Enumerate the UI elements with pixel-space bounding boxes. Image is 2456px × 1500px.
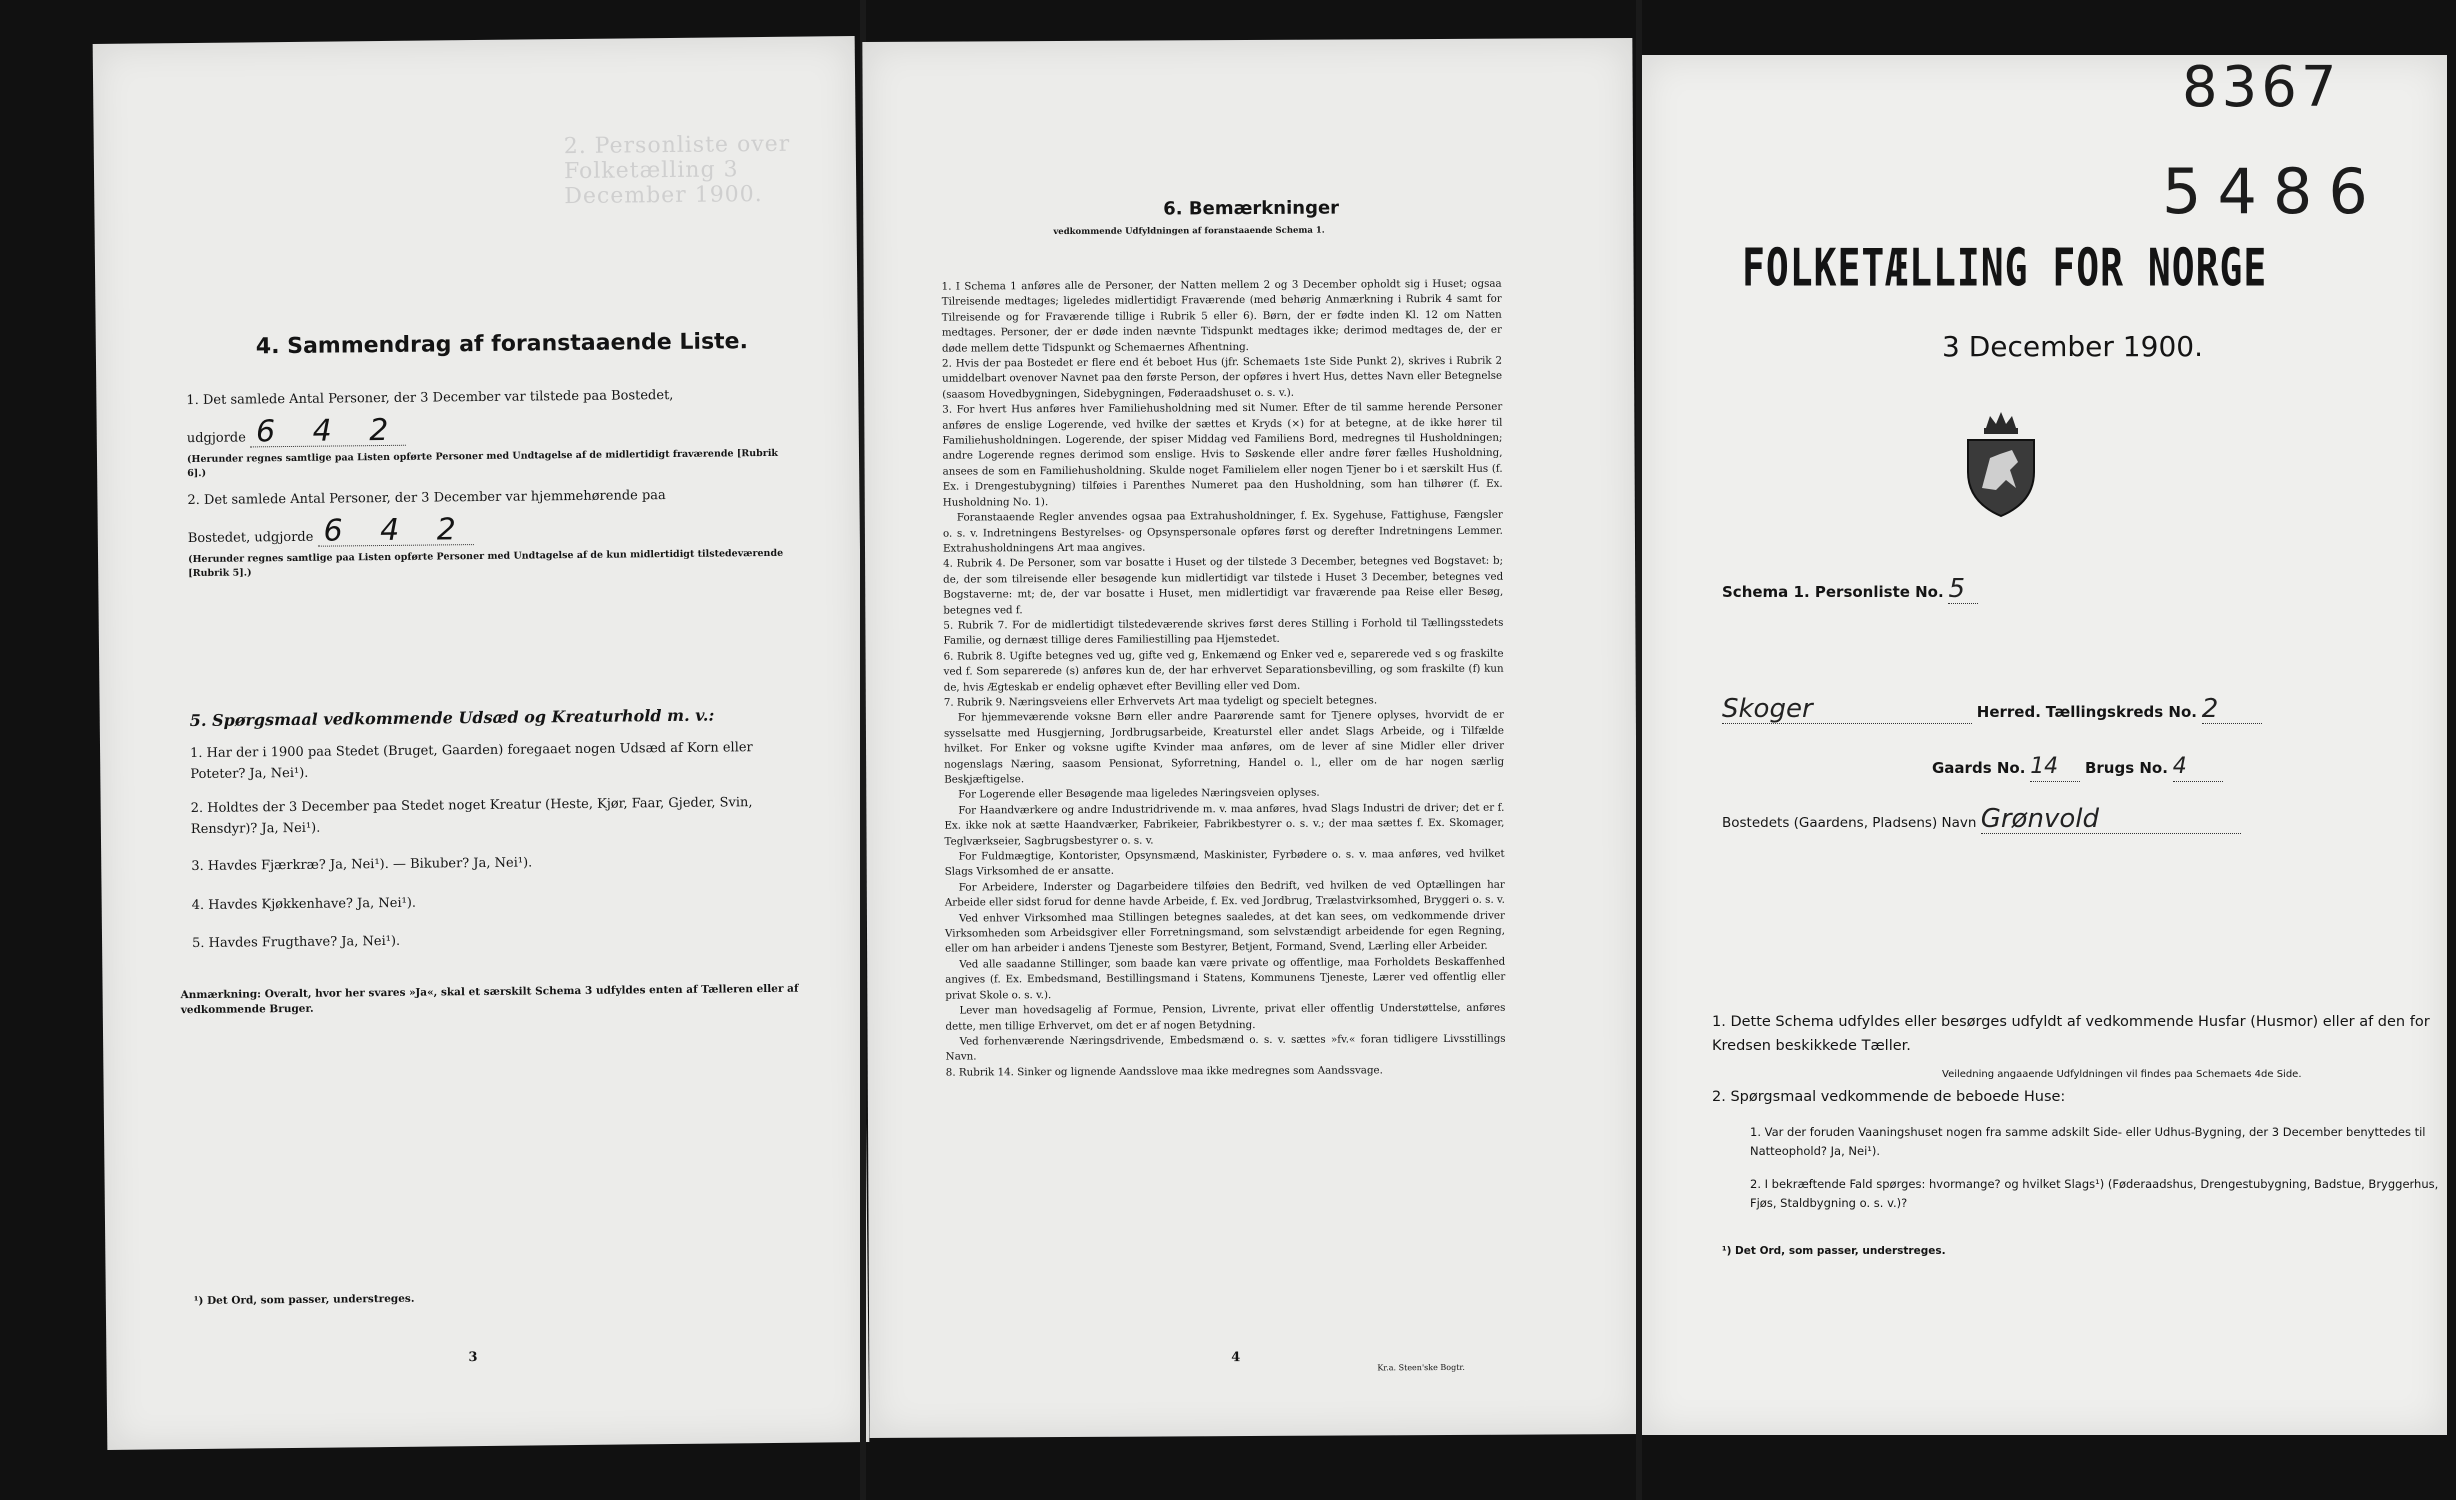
question-2: 2. Holdtes der 3 December paa Stedet noget Kreatur (Heste, Kjør, Faar, Gjeder, Svin, Rensdyr)? Ja, Nei¹). <box>190 795 753 838</box>
remark-paragraph: For Logerende eller Besøgende maa ligeledes Næringsveien oplyses. <box>958 787 1320 801</box>
question-4: 4. Havdes Kjøkkenhave? Ja, Nei¹). <box>191 895 417 914</box>
kreds-label: Tællingskreds No. <box>2045 703 2197 721</box>
remark-paragraph: 7. Rubrik 9. Næringsveiens eller Erhvervets Art maa tydeligt og specielt betegnes. <box>943 694 1378 709</box>
remark-paragraph: For hjemmeværende voksne Børn eller andre Paarørende samt for Tjenere oplyses, hvorvidt de er sysselsatte med Husgjerning, Jordbrugsarbeide, Kreaturstel eller andet Slags Arbeide, og i Tilfælde hvilket. For Enker og voksne ugifte Kvinder maa anføres, om de lever af sine Midler eller driver nogenslags Næring, saasom Pensionat, Syforretning, Handel o. l., eller om de har nogen særlig Beskjæftigelse. <box>943 709 1505 786</box>
herred-value: Skoger <box>1722 695 1972 724</box>
kreds-value: 2 <box>2202 695 2262 724</box>
remark-paragraph: For Haandværkere og andre Industridrivende m. v. maa anføres, hvad Slags Industri de driver; det er f. Ex. ikke nok at sætte Haandværker, Fabrikeier, Fabrikbestyrer o. s. v.; der maa sættes f. Ex. Skomager, Teglværkseier, Sagbrugsbestyrer o. s. v. <box>944 801 1505 848</box>
herred-label: Herred. <box>1976 703 2041 721</box>
summary-item-1-value: 6 4 2 <box>250 417 406 448</box>
remark-paragraph: 3. For hvert Hus anføres hver Familiehusholdning med sit Numer. Efter de til samme herende Personer anføres de enslige Logerende, ved hvilke der sættes et Kryds (×) for at betegne, at de ikke hører til Familiehusholdningen. Logerende, der spiser Middag ved Familiens Bord, medregnes til Husholdningen; andre Logerende regnes derimod som enslige. Hvis to Søskende eller andre fører fælles Husholdning, ansees de som en Familiehusholdning. Skulde noget Familielem eller nogen Tjener bo i et særskilt Hus (f. Ex. i Drengestubygning) tilføies i Parenthes Numeret paa den Husholdning, som han tilhører (f. Ex. Husholdning No. 1). <box>942 400 1503 509</box>
remark-paragraph: 1. I Schema 1 anføres alle de Personer, der Natten mellem 2 og 3 December opholdt sig i Huset; ogsaa Tilreisende medtages; ligeledes midlertidigt Fraværende (med behørig Anmærkning i Rubrik 4 samt for Tilreisende og for Fraværende tillige i Rubrik 5 eller 6). Børn, der er fødte inden Kl. 12 om Natten medtages. Personer, der er døde inden nævnte Tidspunkt medtages ikke; derimod medtages de, der er døde mellem dette Tidspunkt og Schemaernes Afhentning. <box>941 277 1502 355</box>
house-question-2: 2. I bekræftende Fald spørges: hvormange? og hvilket Slags¹) (Føderaadshus, Drengestubygning, Badstue, Bryggerhus, Fjøs, Staldbygning o. s. v.)? <box>1750 1177 2439 1210</box>
page-number: 4 <box>1231 1350 1241 1366</box>
summary-item-1 <box>186 385 787 481</box>
instruction-2: 2. Spørgsmaal vedkommende de beboede Huse: <box>1712 1089 2066 1105</box>
census-date: 3 December 1900. <box>1942 330 2203 363</box>
instruction-1-sub: Veiledning angaaende Udfyldningen vil findes paa Schemaets 4de Side. <box>1942 1069 2302 1080</box>
bosted-value: Grønvold <box>1981 805 2241 834</box>
archive-number-2: 5486 <box>2162 155 2384 228</box>
schema-line <box>1722 575 2422 606</box>
middle-page <box>862 38 1639 1438</box>
remark-paragraph: Lever man hovedsagelig af Formue, Pension, Livrente, privat eller offentlig Understøttelse, anføres dette, men tillige Erhvervet, om det er af nogen Betydning. <box>945 1001 1506 1033</box>
remark-note: Anmærkning: Overalt, hvor her svares »Ja«, skal et særskilt Schema 3 udfyldes enten af Tælleren eller af vedkommende Bruger. <box>180 982 799 1017</box>
section4-title: 4. Sammendrag af foranstaaende Liste. <box>255 329 749 360</box>
remark-paragraph: For Arbeidere, Inderster og Dagarbeidere tilføies den Bedrift, ved hvilken de ved Optællingen har Arbeide eller sidst forud for denne havde Arbeide, f. Ex. ved Jordbrug, Trælastvirksomhed, Bryggeri o. s. v. <box>944 878 1505 909</box>
right-page <box>1642 55 2447 1435</box>
printer-mark: Kr.a. Steen'ske Bogtr. <box>1377 1362 1465 1373</box>
left-page <box>93 36 870 1450</box>
remark-paragraph: 4. Rubrik 4. De Personer, som var bosatte i Huset og der tilstede 3 December, betegnes ved Bogstavet: b; de, der som tilreisende eller besøgende kun midlertidigt var tilstede i Huset 3 December, betegnes ved Bogstaverne: mt; de, der var bosatte i Huset, men midlertidigt var fraværende paa Reise eller Besøg, betegnes ved f. <box>943 554 1504 617</box>
summary-item-2 <box>187 485 788 581</box>
bosted-line <box>1722 805 2422 837</box>
summary-item-2-note: (Herunder regnes samtlige paa Listen opførte Personer med Undtagelse af de kun midlertidigt tilstedeværende [Rubrik 5].) <box>188 547 784 580</box>
bosted-label: Bostedets (Gaardens, Pladsens) Navn <box>1722 815 1977 831</box>
instruction-1: 1. Dette Schema udfyldes eller besørges udfyldt af vedkommende Husfar (Husmor) eller af den for Kredsen beskikkede Tæller. <box>1712 1014 2430 1054</box>
remark-paragraph: 2. Hvis der paa Bostedet er flere end ét beboet Hus (jfr. Schemaets 1ste Side Punkt 2), skrives i Rubrik 2 umiddelbart ovenover Navnet paa den første Person, der opføres i hvert Hus, dettes Navn eller Betegnelse (saasom Hovedbygningen, Sidebygningen, Føderaadshuset o. s. v.). <box>942 354 1503 401</box>
remark-paragraph: 6. Rubrik 8. Ugifte betegnes ved ug, gifte ved g, Enkemænd og Enker ved e, separerede ved s og fraskilte ved f. Som separerede (s) anføres kun de, der har erhvervet Separationsbevilling, og som fraskilte (f) kun de, hvis Ægteskab er endelig ophævet efter Bevilling eller ved Dom. <box>943 647 1504 694</box>
question-1: 1. Har der i 1900 paa Stedet (Bruget, Gaarden) foregaaet nogen Udsæd af Korn eller Poteter? Ja, Nei¹). <box>190 740 753 783</box>
herred-line <box>1722 695 2422 726</box>
house-question-1: 1. Var der foruden Vaaningshuset nogen fra samme adskilt Side- eller Udhus-Bygning, der 3 December benyttedes til Natteophold? Ja, Nei¹). <box>1750 1125 2426 1158</box>
coat-of-arms-icon <box>1960 410 2042 520</box>
summary-item-2-value: 6 4 2 <box>317 516 473 547</box>
gaards-label: Gaards No. <box>1932 759 2026 777</box>
remark-paragraph: Ved enhver Virksomhed maa Stillingen betegnes saaledes, at det kan sees, om vedkommende driver Virksomheden som Arbeidsgiver eller Forretningsmand, som selvstændigt arbeidende for egen Regning, eller om han arbeider i andens Tjeneste som Bestyrer, Betjent, Formand, Svend, Lærling eller Arbeider. <box>944 909 1506 956</box>
brugs-label: Brugs No. <box>2084 759 2168 777</box>
gaards-line <box>1932 753 2447 782</box>
summary-item-1-text: 1. Det samlede Antal Personer, der 3 December var tilstede paa Bostedet, <box>186 387 674 409</box>
footnote: ¹) Det Ord, som passer, understreges. <box>193 1292 415 1308</box>
summary-item-1-note: (Herunder regnes samtlige paa Listen opførte Personer med Undtagelse af de midlertidigt fraværende [Rubrik 6].) <box>186 447 779 480</box>
brugs-value: 4 <box>2173 753 2223 782</box>
archive-number-1: 8367 <box>2182 55 2341 120</box>
question-5: 5. Havdes Frugthave? Ja, Nei¹). <box>192 933 401 952</box>
remark-paragraph: 5. Rubrik 7. For de midlertidigt tilstedeværende skrives først deres Stilling i Forhold til Tællingsstedets Familie, og dernæst tillige deres Familiestilling paa Hjemstedet. <box>943 616 1504 647</box>
personliste-number: 5 <box>1948 575 1978 604</box>
section5-title: 5. Spørgsmaal vedkommende Udsæd og Kreaturhold m. v.: <box>189 705 715 731</box>
footnote: ¹) Det Ord, som passer, understreges. <box>1722 1245 1946 1257</box>
remark-paragraph: 8. Rubrik 14. Sinker og lignende Aandsslove maa ikke medregnes som Aandssvage. <box>945 1064 1383 1079</box>
remark-paragraph: Ved forhenværende Næringsdrivende, Embedsmænd o. s. v. sættes »fv.« foran tidligere Livsstillings Navn. <box>945 1032 1506 1063</box>
remarks-body <box>942 277 1506 1081</box>
summary-item-2-text: 2. Det samlede Antal Personer, der 3 December var hjemmehørende paa <box>187 488 666 509</box>
document-title: FOLKETÆLLING FOR NORGE <box>1742 238 2268 298</box>
remark-paragraph: Foranstaaende Regler anvendes ogsaa paa Extrahusholdninger, f. Ex. Sygehuse, Fattighuse, Fængsler o. s. v. Indretningens Bestyrelses- og Opsynspersonale opføres først og derefter Indretningens Lemmer. Extrahusholdningens Art maa angives. <box>942 508 1503 555</box>
page-number: 3 <box>468 1350 478 1366</box>
schema-label: Schema 1. Personliste No. <box>1722 583 1944 601</box>
summary-item-2-lead: Bostedet, udgjorde <box>187 529 314 547</box>
gaards-value: 14 <box>2030 753 2080 782</box>
remark-paragraph: Ved alle saadanne Stillinger, som baade kan være private og offentlige, maa Forholdets Beskaffenhed angives (f. Ex. Embedsmand, Bestillingsmand i Statens, Kommunens Tjeneste, Lærer ved offentlig eller privat Skole o. s. v.). <box>945 955 1506 1002</box>
remarks-subtitle: vedkommende Udfyldningen af foranstaaende Schema 1. <box>1053 225 1325 238</box>
ghost-header: 2. Personliste over Folketælling 3 December 1900. <box>563 131 791 210</box>
remark-paragraph: For Fuldmægtige, Kontorister, Opsynsmænd, Maskinister, Fyrbødere o. s. v. maa anføres, ved hvilket Slags Virksomhed de er ansatte. <box>944 847 1505 879</box>
remarks-title: 6. Bemærkninger <box>1163 197 1340 220</box>
summary-item-1-lead: udgjorde <box>186 430 246 447</box>
question-3: 3. Havdes Fjærkræ? Ja, Nei¹). — Bikuber? Ja, Nei¹). <box>191 855 533 875</box>
